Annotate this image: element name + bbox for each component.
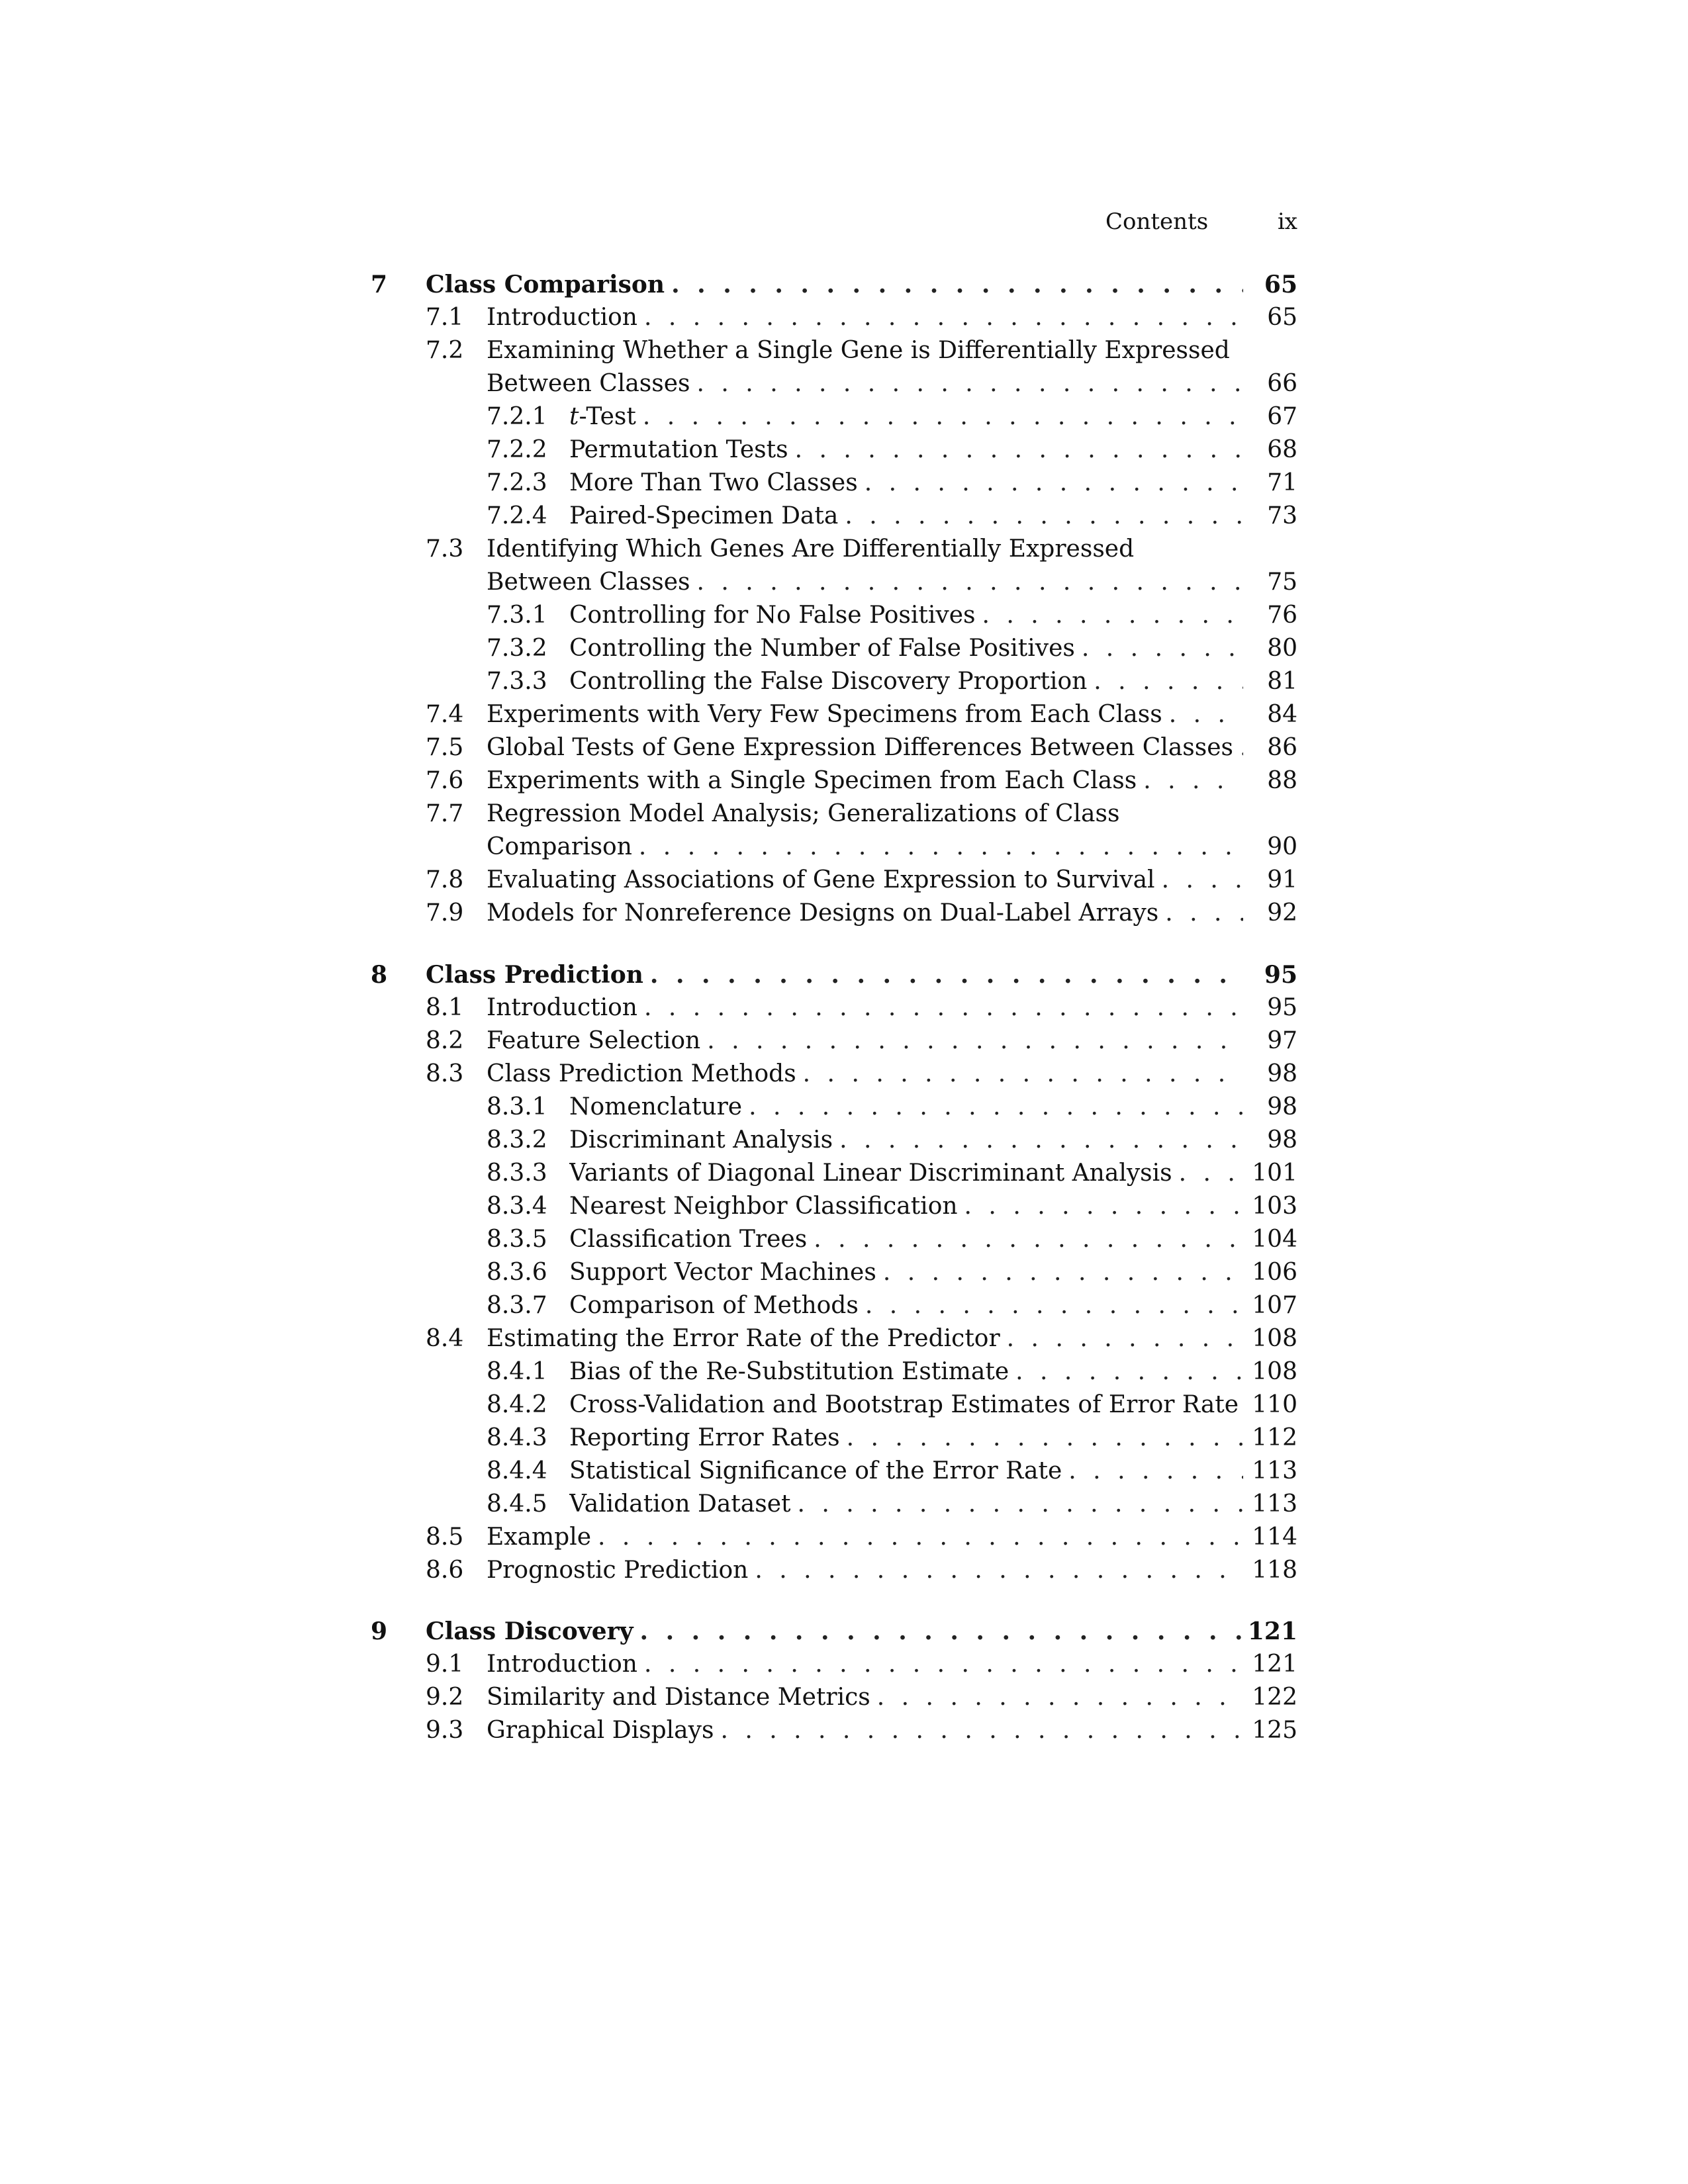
toc-entry-page-number: 98: [1267, 1060, 1297, 1087]
dot-leader: [865, 467, 1243, 500]
toc-subsection-entry[interactable]: [0, 1488, 1688, 1521]
dot-leader: [1143, 764, 1243, 797]
dot-leader: [865, 1289, 1243, 1322]
toc-section-entry[interactable]: [0, 698, 1688, 731]
toc-section-entry[interactable]: [0, 533, 1688, 566]
dot-leader: [598, 1521, 1243, 1554]
toc-entry-page-number: 68: [1267, 436, 1297, 463]
toc-subsection-entry[interactable]: [0, 665, 1688, 698]
toc-chapter-entry[interactable]: [0, 268, 1688, 301]
dot-leader: [1240, 731, 1243, 764]
toc-entry-number: 8.3: [426, 1060, 464, 1087]
toc-section-entry[interactable]: [0, 301, 1688, 334]
toc-entry-title: [487, 1521, 1243, 1554]
dot-leader: [639, 831, 1243, 864]
dot-leader: [1094, 665, 1243, 698]
toc-entry-number: 7.8: [426, 866, 464, 893]
toc-entry-title-text: Permutation Tests: [569, 436, 788, 463]
toc-entry-page-number: 88: [1267, 767, 1297, 794]
toc-section-entry[interactable]: [0, 1714, 1688, 1747]
toc-entry-title-text: Estimating the Error Rate of the Predictor: [487, 1325, 1000, 1352]
dot-leader: [707, 1024, 1243, 1058]
dot-leader: [964, 1190, 1243, 1223]
toc-entry-title: [569, 599, 1243, 632]
toc-entry-title-text: Similarity and Distance Metrics: [487, 1684, 870, 1711]
toc-entry-number: 7.3.2: [487, 635, 547, 662]
toc-entry-number: 7.2.2: [487, 436, 547, 463]
toc-subsection-entry[interactable]: [0, 433, 1688, 467]
toc-entry-page-number: 92: [1267, 899, 1297, 927]
dot-leader: [1082, 632, 1243, 665]
toc-entry-title: [487, 1714, 1243, 1747]
dot-leader: [795, 433, 1243, 467]
dot-leader: [755, 1554, 1243, 1587]
toc-entry-title-text: Cross-Validation and Bootstrap Estimates of Error Rate: [569, 1391, 1239, 1418]
toc-entry-title-text: Controlling the False Discovery Proportion: [569, 668, 1088, 695]
toc-section-entry[interactable]: [0, 1648, 1688, 1681]
toc-subsection-entry[interactable]: [0, 1157, 1688, 1190]
toc-entry-title: [426, 958, 1243, 991]
toc-entry-page-number: 76: [1267, 602, 1297, 629]
toc-entry-title-text: Reporting Error Rates: [569, 1424, 840, 1451]
toc-entry-title: [487, 367, 1243, 400]
toc-entry-number: 7.2.4: [487, 502, 547, 529]
toc-entry-title-text: Paired-Specimen Data: [569, 502, 839, 529]
toc-entry-title-text: Nomenclature: [569, 1093, 743, 1120]
toc-entry-title-text: Support Vector Machines: [569, 1259, 876, 1286]
toc-entry-title-text: Prognostic Prediction: [487, 1557, 749, 1584]
toc-entry-page-number: 66: [1267, 370, 1297, 397]
toc-section-entry[interactable]: [0, 1521, 1688, 1554]
toc-entry-number: 8.4.1: [487, 1358, 547, 1385]
toc-entry-number: 8.4.2: [487, 1391, 547, 1418]
toc-entry-title: [569, 467, 1243, 500]
toc-entry-page-number: 113: [1252, 1490, 1297, 1518]
dot-leader: [883, 1256, 1243, 1289]
toc-entry-number: 7.2: [426, 337, 464, 364]
toc-entry-title-text: Identifying Which Genes Are Differentially Expressed: [487, 535, 1135, 563]
dot-leader: [814, 1223, 1243, 1256]
toc-entry-page-number: 84: [1267, 701, 1297, 728]
dot-leader: [1179, 1157, 1243, 1190]
toc-entry-number: 7.1: [426, 304, 464, 331]
toc-entry-page-number: 106: [1252, 1259, 1297, 1286]
toc-subsection-entry[interactable]: [0, 599, 1688, 632]
toc-entry-number: 7.3.1: [487, 602, 547, 629]
toc-entry-title-text: Bias of the Re-Substitution Estimate: [569, 1358, 1009, 1385]
dot-leader: [749, 1091, 1243, 1124]
toc-entry-title-text: Graphical Displays: [487, 1717, 714, 1744]
toc-entry-number: 7.6: [426, 767, 464, 794]
dot-leader: [671, 268, 1243, 301]
toc-entry-title: [569, 665, 1243, 698]
toc-entry-title-text: Class Discovery: [426, 1617, 633, 1645]
toc-entry-title-text: Between Classes: [487, 370, 690, 397]
toc-section-entry[interactable]: [0, 1554, 1688, 1587]
toc-entry-page-number: 121: [1247, 1617, 1297, 1645]
toc-subsection-entry[interactable]: [0, 1422, 1688, 1455]
toc-entry-page-number: 98: [1267, 1093, 1297, 1120]
toc-entry-title: [569, 1455, 1243, 1488]
toc-entry-title: [487, 991, 1243, 1024]
toc-entry-page-number: 104: [1252, 1226, 1297, 1253]
toc-entry-title: [487, 1322, 1243, 1355]
dot-leader: [644, 1648, 1243, 1681]
toc-entry-title: [569, 632, 1243, 665]
toc-chapter-entry[interactable]: [0, 958, 1688, 991]
toc-entry-number: 7: [371, 271, 388, 298]
toc-section-entry[interactable]: [0, 731, 1688, 764]
dot-leader: [845, 500, 1243, 533]
toc-entry-number: 8.1: [426, 994, 464, 1021]
toc-entry-title: [569, 433, 1243, 467]
toc-entry-number: 8.3.2: [487, 1126, 547, 1154]
toc-entry-title-text: Comparison of Methods: [569, 1292, 859, 1319]
toc-entry-number: 8: [371, 961, 388, 989]
toc-entry-title: [569, 1388, 1243, 1422]
toc-entry-number: 9.2: [426, 1684, 464, 1711]
toc-subsection-entry[interactable]: [0, 1223, 1688, 1256]
toc-entry-number: 9: [371, 1617, 388, 1645]
toc-entry-continuation[interactable]: [0, 831, 1688, 864]
toc-entry-title: [487, 698, 1243, 731]
toc-entry-title-text: Introduction: [487, 994, 637, 1021]
toc-entry-title: [569, 1223, 1243, 1256]
toc-entry-title-text: Global Tests of Gene Expression Differences Between Classes: [487, 734, 1234, 761]
toc-entry-title-text: Class Prediction: [426, 961, 643, 989]
dot-leader: [797, 1488, 1243, 1521]
toc-entry-title-text: Regression Model Analysis; Generalizations of Class: [487, 800, 1120, 827]
dot-leader: [847, 1422, 1243, 1455]
toc-entry-number: 8.5: [426, 1524, 464, 1551]
toc-entry-number: 9.3: [426, 1717, 464, 1744]
header-page-number: ix: [1277, 208, 1297, 235]
dot-leader: [650, 958, 1243, 991]
toc-entry-title-text: Example: [487, 1524, 592, 1551]
toc-entry-page-number: 73: [1267, 502, 1297, 529]
toc-subsection-entry[interactable]: [0, 500, 1688, 533]
toc-entry-title: [569, 500, 1243, 533]
toc-entry-title: [569, 400, 1243, 433]
toc-entry-title-text: Comparison: [487, 833, 632, 860]
toc-entry-title: [487, 831, 1243, 864]
toc-entry-page-number: 108: [1252, 1358, 1297, 1385]
dot-leader: [644, 301, 1243, 334]
toc-entry-number: 8.3.7: [487, 1292, 547, 1319]
toc-entry-number: 8.3.4: [487, 1193, 547, 1220]
toc-section-entry[interactable]: [0, 1681, 1688, 1714]
toc-entry-title-text: Introduction: [487, 304, 637, 331]
toc-entry-title: [487, 797, 1243, 831]
dot-leader: [720, 1714, 1243, 1747]
toc-entry-title: [487, 566, 1243, 599]
dot-leader: [1007, 1322, 1243, 1355]
toc-entry-title: [569, 1289, 1243, 1322]
toc-entry-title-text: t-Test: [569, 403, 636, 430]
toc-entry-number: 8.2: [426, 1027, 464, 1054]
toc-subsection-entry[interactable]: [0, 1190, 1688, 1223]
toc-entry-number: 8.3.3: [487, 1160, 547, 1187]
toc-entry-number: 8.6: [426, 1557, 464, 1584]
toc-section-entry[interactable]: [0, 334, 1688, 367]
toc-entry-page-number: 125: [1252, 1717, 1297, 1744]
toc-entry-title: [426, 1615, 1243, 1648]
toc-entry-continuation[interactable]: [0, 566, 1688, 599]
toc-entry-title: [487, 1554, 1243, 1587]
toc-entry-title-text: Experiments with Very Few Specimens from Each Class: [487, 701, 1162, 728]
toc-entry-title-text: Class Comparison: [426, 271, 665, 298]
toc-entry-title-text: Discriminant Analysis: [569, 1126, 833, 1154]
toc-entry-title: [487, 764, 1243, 797]
toc-entry-page-number: 107: [1252, 1292, 1297, 1319]
toc-entry-page-number: 118: [1252, 1557, 1297, 1584]
dot-leader: [697, 566, 1243, 599]
toc-entry-number: 8.4.3: [487, 1424, 547, 1451]
toc-entry-number: 9.1: [426, 1651, 464, 1678]
toc-section-entry[interactable]: [0, 991, 1688, 1024]
toc-entry-number: 7.2.1: [487, 403, 547, 430]
toc-subsection-entry[interactable]: [0, 1355, 1688, 1388]
toc-entry-page-number: 101: [1252, 1160, 1297, 1187]
toc-entry-title-text: Statistical Significance of the Error Rate: [569, 1457, 1062, 1484]
toc-entry-number: 8.4.5: [487, 1490, 547, 1518]
toc-entry-page-number: 113: [1252, 1457, 1297, 1484]
dot-leader: [1068, 1455, 1243, 1488]
toc-entry-title: [569, 1422, 1243, 1455]
toc-entry-title-text: Evaluating Associations of Gene Expression to Survival: [487, 866, 1155, 893]
toc-entry-page-number: 67: [1267, 403, 1297, 430]
toc-entry-title: [569, 1091, 1243, 1124]
toc-subsection-entry[interactable]: [0, 1388, 1688, 1422]
toc-subsection-entry[interactable]: [0, 1455, 1688, 1488]
toc-entry-title-text: Between Classes: [487, 569, 690, 596]
dot-leader: [640, 1615, 1243, 1648]
toc-subsection-entry[interactable]: [0, 1289, 1688, 1322]
dot-leader: [803, 1058, 1243, 1091]
toc-entry-number: 7.9: [426, 899, 464, 927]
header-label: Contents: [1105, 208, 1209, 235]
toc-entry-title: [487, 897, 1243, 930]
dot-leader: [1169, 698, 1243, 731]
toc-entry-title-text: Models for Nonreference Designs on Dual-Label Arrays: [487, 899, 1159, 927]
dot-leader: [877, 1681, 1243, 1714]
toc-entry-page-number: 122: [1252, 1684, 1297, 1711]
toc-section-entry[interactable]: [0, 864, 1688, 897]
toc-entry-page-number: 114: [1252, 1524, 1297, 1551]
toc-entry-number: 8.3.5: [487, 1226, 547, 1253]
toc-entry-page-number: 103: [1252, 1193, 1297, 1220]
toc-entry-number: 8.4.4: [487, 1457, 547, 1484]
toc-entry-title: [487, 1648, 1243, 1681]
toc-entry-number: 7.5: [426, 734, 464, 761]
toc-entry-title: [487, 334, 1243, 367]
toc-entry-title: [569, 1190, 1243, 1223]
toc-entry-title-text: Nearest Neighbor Classification: [569, 1193, 958, 1220]
toc-section-entry[interactable]: [0, 1024, 1688, 1058]
toc-subsection-entry[interactable]: [0, 1124, 1688, 1157]
toc-entry-title: [487, 864, 1243, 897]
toc-subsection-entry[interactable]: [0, 467, 1688, 500]
toc-entry-page-number: 97: [1267, 1027, 1297, 1054]
dot-leader: [1165, 897, 1243, 930]
toc-section-entry[interactable]: [0, 797, 1688, 831]
toc-entry-title-text: Feature Selection: [487, 1027, 701, 1054]
toc-entry-page-number: 108: [1252, 1325, 1297, 1352]
toc-entry-number: 7.3.3: [487, 668, 547, 695]
toc-entry-page-number: 86: [1267, 734, 1297, 761]
toc-entry-title: [569, 1157, 1243, 1190]
toc-entry-title-text: Validation Dataset: [569, 1490, 791, 1518]
toc-entry-title-text: Controlling the Number of False Positives: [569, 635, 1075, 662]
toc-entry-title: [569, 1124, 1243, 1157]
toc-entry-title-text: Controlling for No False Positives: [569, 602, 976, 629]
toc-entry-title: [569, 1355, 1243, 1388]
toc-subsection-entry[interactable]: [0, 1091, 1688, 1124]
toc-entry-page-number: 95: [1264, 961, 1297, 989]
dot-leader: [643, 400, 1243, 433]
toc-entry-page-number: 90: [1267, 833, 1297, 860]
toc-subsection-entry[interactable]: [0, 400, 1688, 433]
toc-entry-number: 8.3.6: [487, 1259, 547, 1286]
toc-section-entry[interactable]: [0, 1322, 1688, 1355]
toc-entry-page-number: 110: [1252, 1391, 1297, 1418]
dot-leader: [982, 599, 1244, 632]
toc-entry-page-number: 65: [1267, 304, 1297, 331]
dot-leader: [1015, 1355, 1243, 1388]
toc-entry-page-number: 121: [1252, 1651, 1297, 1678]
toc-section-entry[interactable]: [0, 897, 1688, 930]
toc-entry-title: [569, 1488, 1243, 1521]
toc-entry-title-text: More Than Two Classes: [569, 469, 858, 496]
toc-entry-page-number: 91: [1267, 866, 1297, 893]
toc-entry-page-number: 75: [1267, 569, 1297, 596]
toc-entry-number: 7.2.3: [487, 469, 547, 496]
dot-leader: [644, 991, 1243, 1024]
toc-entry-title-text: Examining Whether a Single Gene is Differentially Expressed: [487, 337, 1230, 364]
toc-entry-title: [487, 1058, 1243, 1091]
dot-leader: [697, 367, 1243, 400]
toc-entry-title-text: Introduction: [487, 1651, 637, 1678]
toc-entry-title: [487, 731, 1243, 764]
toc-entry-title: [487, 301, 1243, 334]
toc-entry-title-text: Experiments with a Single Specimen from Each Class: [487, 767, 1137, 794]
dot-leader: [1162, 864, 1243, 897]
toc-entry-title: [487, 533, 1243, 566]
toc-section-entry[interactable]: [0, 764, 1688, 797]
toc-entry-title-text: Classification Trees: [569, 1226, 808, 1253]
toc-entry-title: [426, 268, 1243, 301]
toc-entry-title: [569, 1256, 1243, 1289]
toc-entry-page-number: 98: [1267, 1126, 1297, 1154]
toc-entry-continuation[interactable]: [0, 367, 1688, 400]
toc-subsection-entry[interactable]: [0, 632, 1688, 665]
toc-entry-number: 7.7: [426, 800, 464, 827]
toc-entry-title: [487, 1681, 1243, 1714]
toc-section-entry[interactable]: [0, 1058, 1688, 1091]
toc-entry-page-number: 80: [1267, 635, 1297, 662]
toc-entry-title-text: Class Prediction Methods: [487, 1060, 796, 1087]
dot-leader: [839, 1124, 1243, 1157]
toc-entry-page-number: 112: [1252, 1424, 1297, 1451]
toc-entry-number: 7.4: [426, 701, 464, 728]
toc-entry-page-number: 95: [1267, 994, 1297, 1021]
toc-entry-page-number: 81: [1267, 668, 1297, 695]
toc-chapter-entry[interactable]: [0, 1615, 1688, 1648]
toc-entry-title: [487, 1024, 1243, 1058]
toc-entry-page-number: 71: [1267, 469, 1297, 496]
toc-entry-number: 7.3: [426, 535, 464, 563]
toc-subsection-entry[interactable]: [0, 1256, 1688, 1289]
toc-entry-number: 8.3.1: [487, 1093, 547, 1120]
toc-entry-number: 8.4: [426, 1325, 464, 1352]
toc-entry-page-number: 65: [1264, 271, 1297, 298]
toc-entry-title-text: Variants of Diagonal Linear Discriminant Analysis: [569, 1160, 1172, 1187]
